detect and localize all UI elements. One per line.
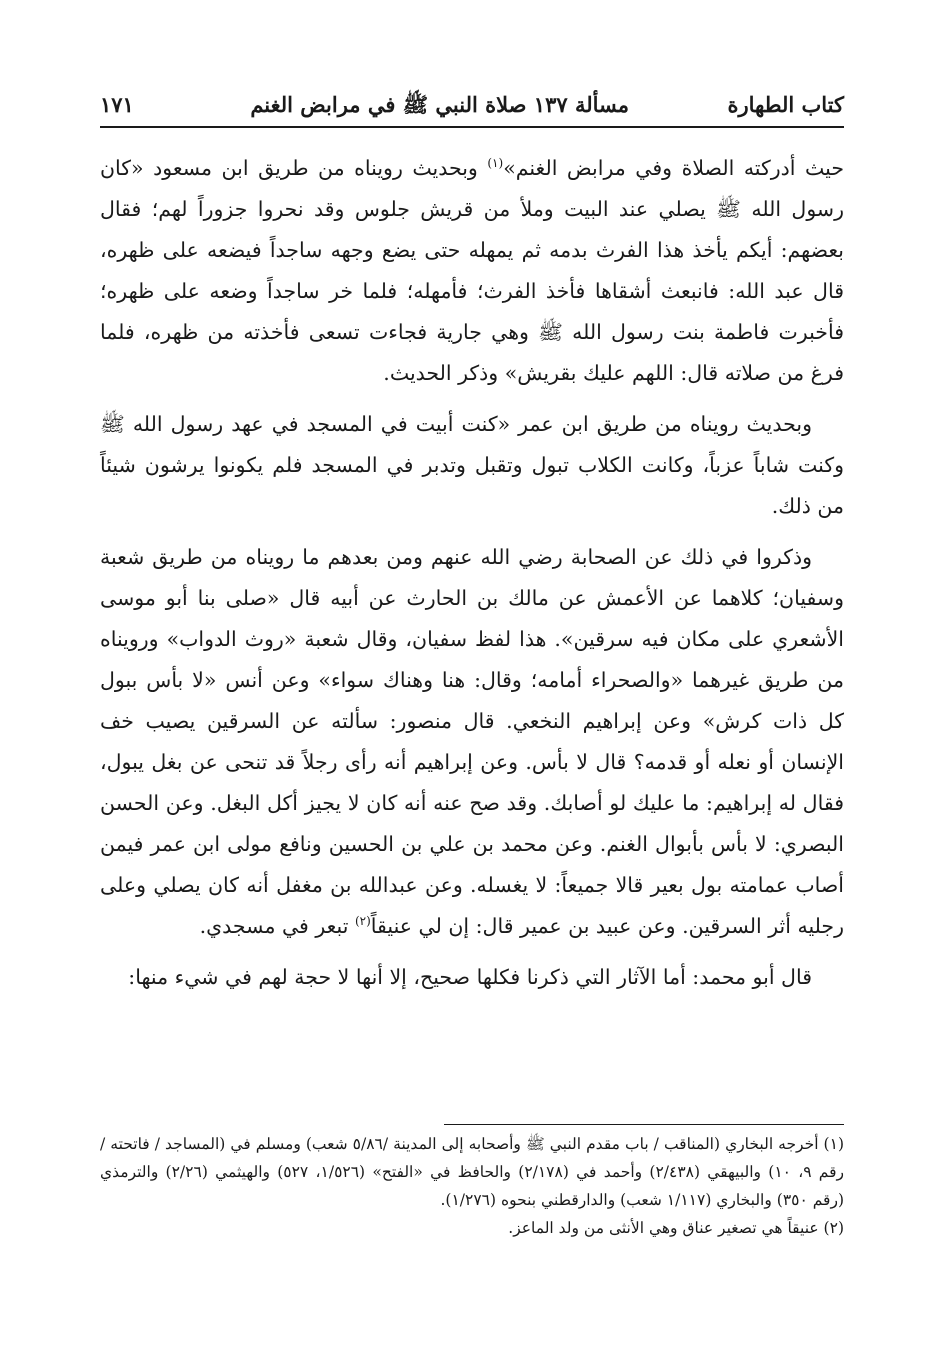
paragraph: حيث أدركته الصلاة وفي مرابض الغنم»$^{(١)}$ وبحديث رويناه من طريق ابن مسعود «كان رسول الله ﷺ يصلي عند البيت وملأ من قريش جلوس وقد نحروا جزوراً لهم؛ فقال بعضهم: أيكم يأخذ هذا الفرث بدمه ثم يمهله حتى يضع وجهه ساجداً فيضعه على ظهره، قال عبد الله: فانبعث أشقاها فأخذ الفرث؛ فأمهله؛ فلما خر ساجداً وضعه على ظهره؛ فأخبرت فاطمة بنت رسول الله ﷺ وهي جارية فجاءت تسعى فأخذته من ظهره، فلما فرغ من صلاته قال: اللهم عليك بقريش» وذكر الحديث.	[100, 156, 844, 385]
page-number: ١٧١	[100, 92, 134, 117]
paragraph: وبحديث رويناه من طريق ابن عمر «كنت أبيت في المسجد في عهد رسول الله ﷺ وكنت شاباً عزباً، وكانت الكلاب تبول وتقبل وتدبر في المسجد فلم يكونوا يرشون شيئاً من ذلك.	[100, 412, 844, 518]
footnote-divider	[444, 1124, 844, 1125]
issue-title: مسألة ١٣٧ صلاة النبي ﷺ في مرابض الغنم	[250, 92, 629, 117]
footnotes	[100, 1130, 844, 1242]
footnote-ref: (١)	[487, 156, 504, 171]
main-text	[100, 148, 844, 998]
paragraph: وذكروا في ذلك عن الصحابة رضي الله عنهم ومن بعدهم ما رويناه من طريق شعبة وسفيان؛ كلاهما عن الأعمش عن مالك بن الحارث عن أبيه قال «صلى بنا أبو موسى الأشعري على مكان فيه سرقين». هذا لفظ سفيان، وقال شعبة «روث الدواب» ورويناه من طريق غيرهما «والصحراء أمامه؛ وقال: هنا وهناك سواء» وعن أنس «لا بأس ببول كل ذات كرش» وعن إبراهيم النخعي. قال منصور: سألته عن السرقين يصيب خف الإنسان أو نعله أو قدمه؟ قال لا بأس. وعن إبراهيم أنه رأى رجلاً قد تنحى عن بغل يبول، فقال له إبراهيم: ما عليك لو أصابك. وقد صح عنه أنه كان لا يجيز أكل البغل. وعن الحسن البصري: لا بأس بأبوال الغنم. وعن محمد بن علي بن الحسين ونافع مولى ابن عمر فيمن أصاب عمامته بول بعير قالا جميعاً: لا يغسله. وعن عبدالله بن مغفل أنه كان يصلي وعلى رجليه أثر السرقين. وعن عبيد بن عمير قال: إن لي عنيقاً$^{(٢)}$ تبعر في مسجدي.	[100, 545, 844, 938]
paragraph: قال أبو محمد: أما الآثار التي ذكرنا فكلها صحيح، إلا أنها لا حجة لهم في شيء منها:	[128, 965, 812, 989]
footnote-ref: (٢)	[354, 914, 371, 929]
running-header	[100, 92, 844, 128]
book-title: كتاب الطهارة	[727, 92, 844, 117]
footnote: (١) أخرجه البخاري (المناقب / باب مقدم النبي ﷺ وأصحابه إلى المدينة /٥/٨٦ شعب) ومسلم في (المساجد / فاتحته / رقم ٩، ١٠) والبيهقي (٢/٤٣٨) وأحمد في (٢/١٧٨) والحافظ في «الفتح» (١/٥٢٦، ٥٢٧) والهيثمي (٢/٢٦) والترمذي (رقم ٣٥٠) والبخاري (١/١١٧ شعب) والدارقطني بنحوه (١/٢٧٦).	[100, 1135, 845, 1209]
footnote: (٢) عنيقاً هي تصغير عناق وهي الأنثى من ولد الماعز.	[508, 1219, 844, 1237]
